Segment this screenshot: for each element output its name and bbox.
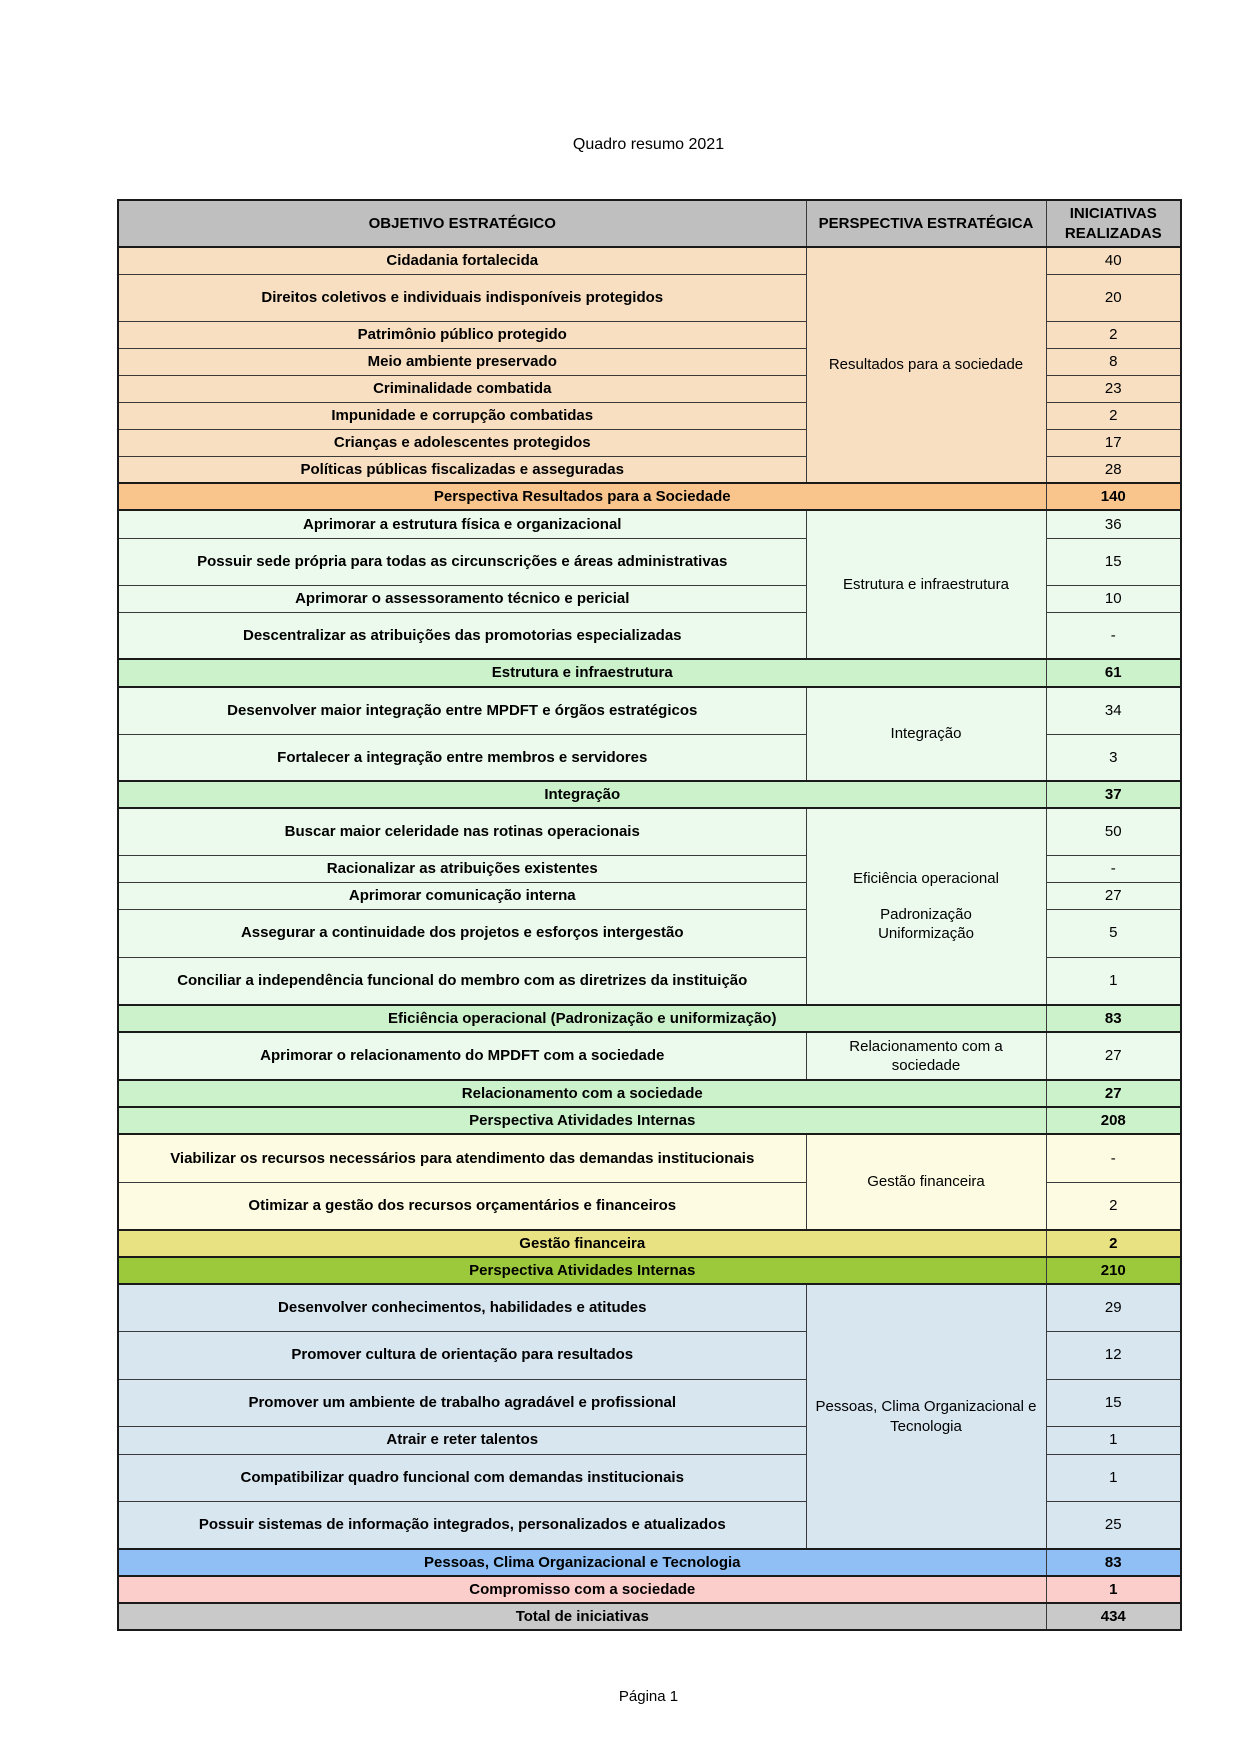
- perspective-cell: [806, 247, 1046, 483]
- summary-label-cell: Perspectiva Atividades Internas: [118, 1107, 1046, 1134]
- objective-cell: Racionalizar as atribuições existentes: [118, 855, 806, 882]
- summary-row: [118, 781, 1181, 808]
- summary-label-cell: Relacionamento com a sociedade: [118, 1080, 1046, 1107]
- summary-label-cell: Gestão financeira: [118, 1230, 1046, 1257]
- perspective-cell: [806, 510, 1046, 659]
- summary-label-cell: Integração: [118, 781, 1046, 808]
- perspective-cell: [806, 1134, 1046, 1230]
- value-cell: 28: [1046, 456, 1181, 483]
- perspective-line: Estrutura e infraestrutura: [843, 575, 1009, 593]
- objective-cell: Desenvolver maior integração entre MPDFT e órgãos estratégicos: [118, 687, 806, 734]
- summary-value-cell: 61: [1046, 659, 1181, 687]
- summary-row: [118, 1230, 1181, 1257]
- perspective-line: Gestão financeira: [867, 1173, 985, 1191]
- objective-cell: Meio ambiente preservado: [118, 348, 806, 375]
- summary-value-cell: 210: [1046, 1257, 1181, 1284]
- table-row: [118, 510, 1181, 538]
- perspective-cell: [806, 687, 1046, 781]
- value-cell: 50: [1046, 808, 1181, 855]
- value-cell: -: [1046, 855, 1181, 882]
- perspective-line: Pessoas, Clima Organizacional e Tecnologia: [815, 1398, 1037, 1435]
- value-cell: 3: [1046, 734, 1181, 781]
- value-cell: 5: [1046, 909, 1181, 957]
- perspective-line: Padronização: [880, 905, 972, 923]
- summary-label-cell: Pessoas, Clima Organizacional e Tecnologia: [118, 1549, 1046, 1576]
- summary-row: [118, 1549, 1181, 1576]
- objective-cell: Aprimorar o relacionamento do MPDFT com a sociedade: [118, 1032, 806, 1080]
- perspective-cell: [806, 808, 1046, 1005]
- objective-cell: Compatibilizar quadro funcional com demandas institucionais: [118, 1454, 806, 1501]
- objective-cell: Descentralizar as atribuições das promotorias especializadas: [118, 612, 806, 659]
- summary-row: [118, 1107, 1181, 1134]
- objective-cell: Possuir sistemas de informação integrados, personalizados e atualizados: [118, 1501, 806, 1549]
- value-cell: 17: [1046, 429, 1181, 456]
- objective-cell: Atrair e reter talentos: [118, 1426, 806, 1454]
- value-cell: 1: [1046, 1454, 1181, 1501]
- value-cell: 25: [1046, 1501, 1181, 1549]
- perspective-line: Integração: [890, 725, 962, 743]
- objective-cell: Crianças e adolescentes protegidos: [118, 429, 806, 456]
- value-cell: 12: [1046, 1331, 1181, 1379]
- value-cell: 36: [1046, 510, 1181, 538]
- objective-cell: Direitos coletivos e individuais indisponíveis protegidos: [118, 274, 806, 321]
- objective-cell: Conciliar a independência funcional do membro com as diretrizes da instituição: [118, 957, 806, 1005]
- summary-value-cell: 1: [1046, 1576, 1181, 1603]
- objective-cell: Possuir sede própria para todas as circunscrições e áreas administrativas: [118, 538, 806, 585]
- summary-value-cell: 37: [1046, 781, 1181, 808]
- perspective-line: Eficiência operacional: [853, 870, 999, 888]
- value-cell: 2: [1046, 321, 1181, 348]
- perspective-line: Relacionamento com a sociedade: [849, 1037, 1003, 1074]
- summary-label-cell: Perspectiva Resultados para a Sociedade: [118, 483, 1046, 510]
- value-cell: 34: [1046, 687, 1181, 734]
- perspective-line: Resultados para a sociedade: [828, 356, 1024, 374]
- summary-row: [118, 1080, 1181, 1107]
- summary-value-cell: 83: [1046, 1005, 1181, 1032]
- value-cell: 15: [1046, 1379, 1181, 1426]
- objective-cell: Promover cultura de orientação para resultados: [118, 1331, 806, 1379]
- summary-label-cell: Estrutura e infraestrutura: [118, 659, 1046, 687]
- header-row: [118, 200, 1181, 247]
- summary-table: [117, 199, 1182, 1631]
- objective-cell: Aprimorar comunicação interna: [118, 882, 806, 909]
- objective-cell: Aprimorar o assessoramento técnico e pericial: [118, 585, 806, 612]
- perspective-cell: [806, 1032, 1046, 1080]
- summary-row: [118, 1005, 1181, 1032]
- table-row: [118, 1134, 1181, 1182]
- objective-cell: Viabilizar os recursos necessários para atendimento das demandas institucionais: [118, 1134, 806, 1182]
- value-cell: -: [1046, 612, 1181, 659]
- summary-value-cell: 208: [1046, 1107, 1181, 1134]
- perspective-line-gap: [815, 889, 1038, 905]
- summary-row: [118, 1576, 1181, 1603]
- perspective-cell: [806, 1284, 1046, 1549]
- column-header-iniciativas: INICIATIVAS REALIZADAS: [1046, 200, 1181, 247]
- table-row: [118, 247, 1181, 274]
- objective-cell: Buscar maior celeridade nas rotinas operacionais: [118, 808, 806, 855]
- value-cell: 29: [1046, 1284, 1181, 1331]
- value-cell: 15: [1046, 538, 1181, 585]
- summary-label-cell: Perspectiva Atividades Internas: [118, 1257, 1046, 1284]
- summary-value-cell: 83: [1046, 1549, 1181, 1576]
- value-cell: 10: [1046, 585, 1181, 612]
- objective-cell: Otimizar a gestão dos recursos orçamentários e financeiros: [118, 1182, 806, 1230]
- objective-cell: Aprimorar a estrutura física e organizacional: [118, 510, 806, 538]
- table-body: [118, 247, 1181, 1630]
- summary-label-cell: Compromisso com a sociedade: [118, 1576, 1046, 1603]
- summary-row: [118, 483, 1181, 510]
- page-title: Quadro resumo 2021: [572, 136, 725, 153]
- objective-cell: Cidadania fortalecida: [118, 247, 806, 274]
- summary-value-cell: 2: [1046, 1230, 1181, 1257]
- column-header-objetivo: OBJETIVO ESTRATÉGICO: [118, 200, 806, 247]
- value-cell: -: [1046, 1134, 1181, 1182]
- value-cell: 2: [1046, 402, 1181, 429]
- table-row: [118, 1284, 1181, 1331]
- value-cell: 20: [1046, 274, 1181, 321]
- table-row: [118, 687, 1181, 734]
- summary-value-cell: 140: [1046, 483, 1181, 510]
- summary-label-cell: Total de iniciativas: [118, 1603, 1046, 1630]
- value-cell: 27: [1046, 1032, 1181, 1080]
- summary-value-cell: 434: [1046, 1603, 1181, 1630]
- column-header-perspectiva: PERSPECTIVA ESTRATÉGICA: [806, 200, 1046, 247]
- objective-cell: Patrimônio público protegido: [118, 321, 806, 348]
- table-row: [118, 808, 1181, 855]
- summary-label-cell: Eficiência operacional (Padronização e uniformização): [118, 1005, 1046, 1032]
- value-cell: 40: [1046, 247, 1181, 274]
- perspective-line: Uniformização: [878, 925, 974, 943]
- value-cell: 27: [1046, 882, 1181, 909]
- summary-row: [118, 1603, 1181, 1630]
- value-cell: 8: [1046, 348, 1181, 375]
- objective-cell: Desenvolver conhecimentos, habilidades e atitudes: [118, 1284, 806, 1331]
- value-cell: 2: [1046, 1182, 1181, 1230]
- objective-cell: Promover um ambiente de trabalho agradável e profissional: [118, 1379, 806, 1426]
- value-cell: 23: [1046, 375, 1181, 402]
- objective-cell: Políticas públicas fiscalizadas e asseguradas: [118, 456, 806, 483]
- summary-row: [118, 1257, 1181, 1284]
- page-footer: Página 1: [618, 1688, 679, 1705]
- objective-cell: Fortalecer a integração entre membros e servidores: [118, 734, 806, 781]
- value-cell: 1: [1046, 957, 1181, 1005]
- objective-cell: Assegurar a continuidade dos projetos e esforços intergestão: [118, 909, 806, 957]
- table-row: [118, 1032, 1181, 1080]
- objective-cell: Criminalidade combatida: [118, 375, 806, 402]
- value-cell: 1: [1046, 1426, 1181, 1454]
- objective-cell: Impunidade e corrupção combatidas: [118, 402, 806, 429]
- summary-value-cell: 27: [1046, 1080, 1181, 1107]
- summary-row: [118, 659, 1181, 687]
